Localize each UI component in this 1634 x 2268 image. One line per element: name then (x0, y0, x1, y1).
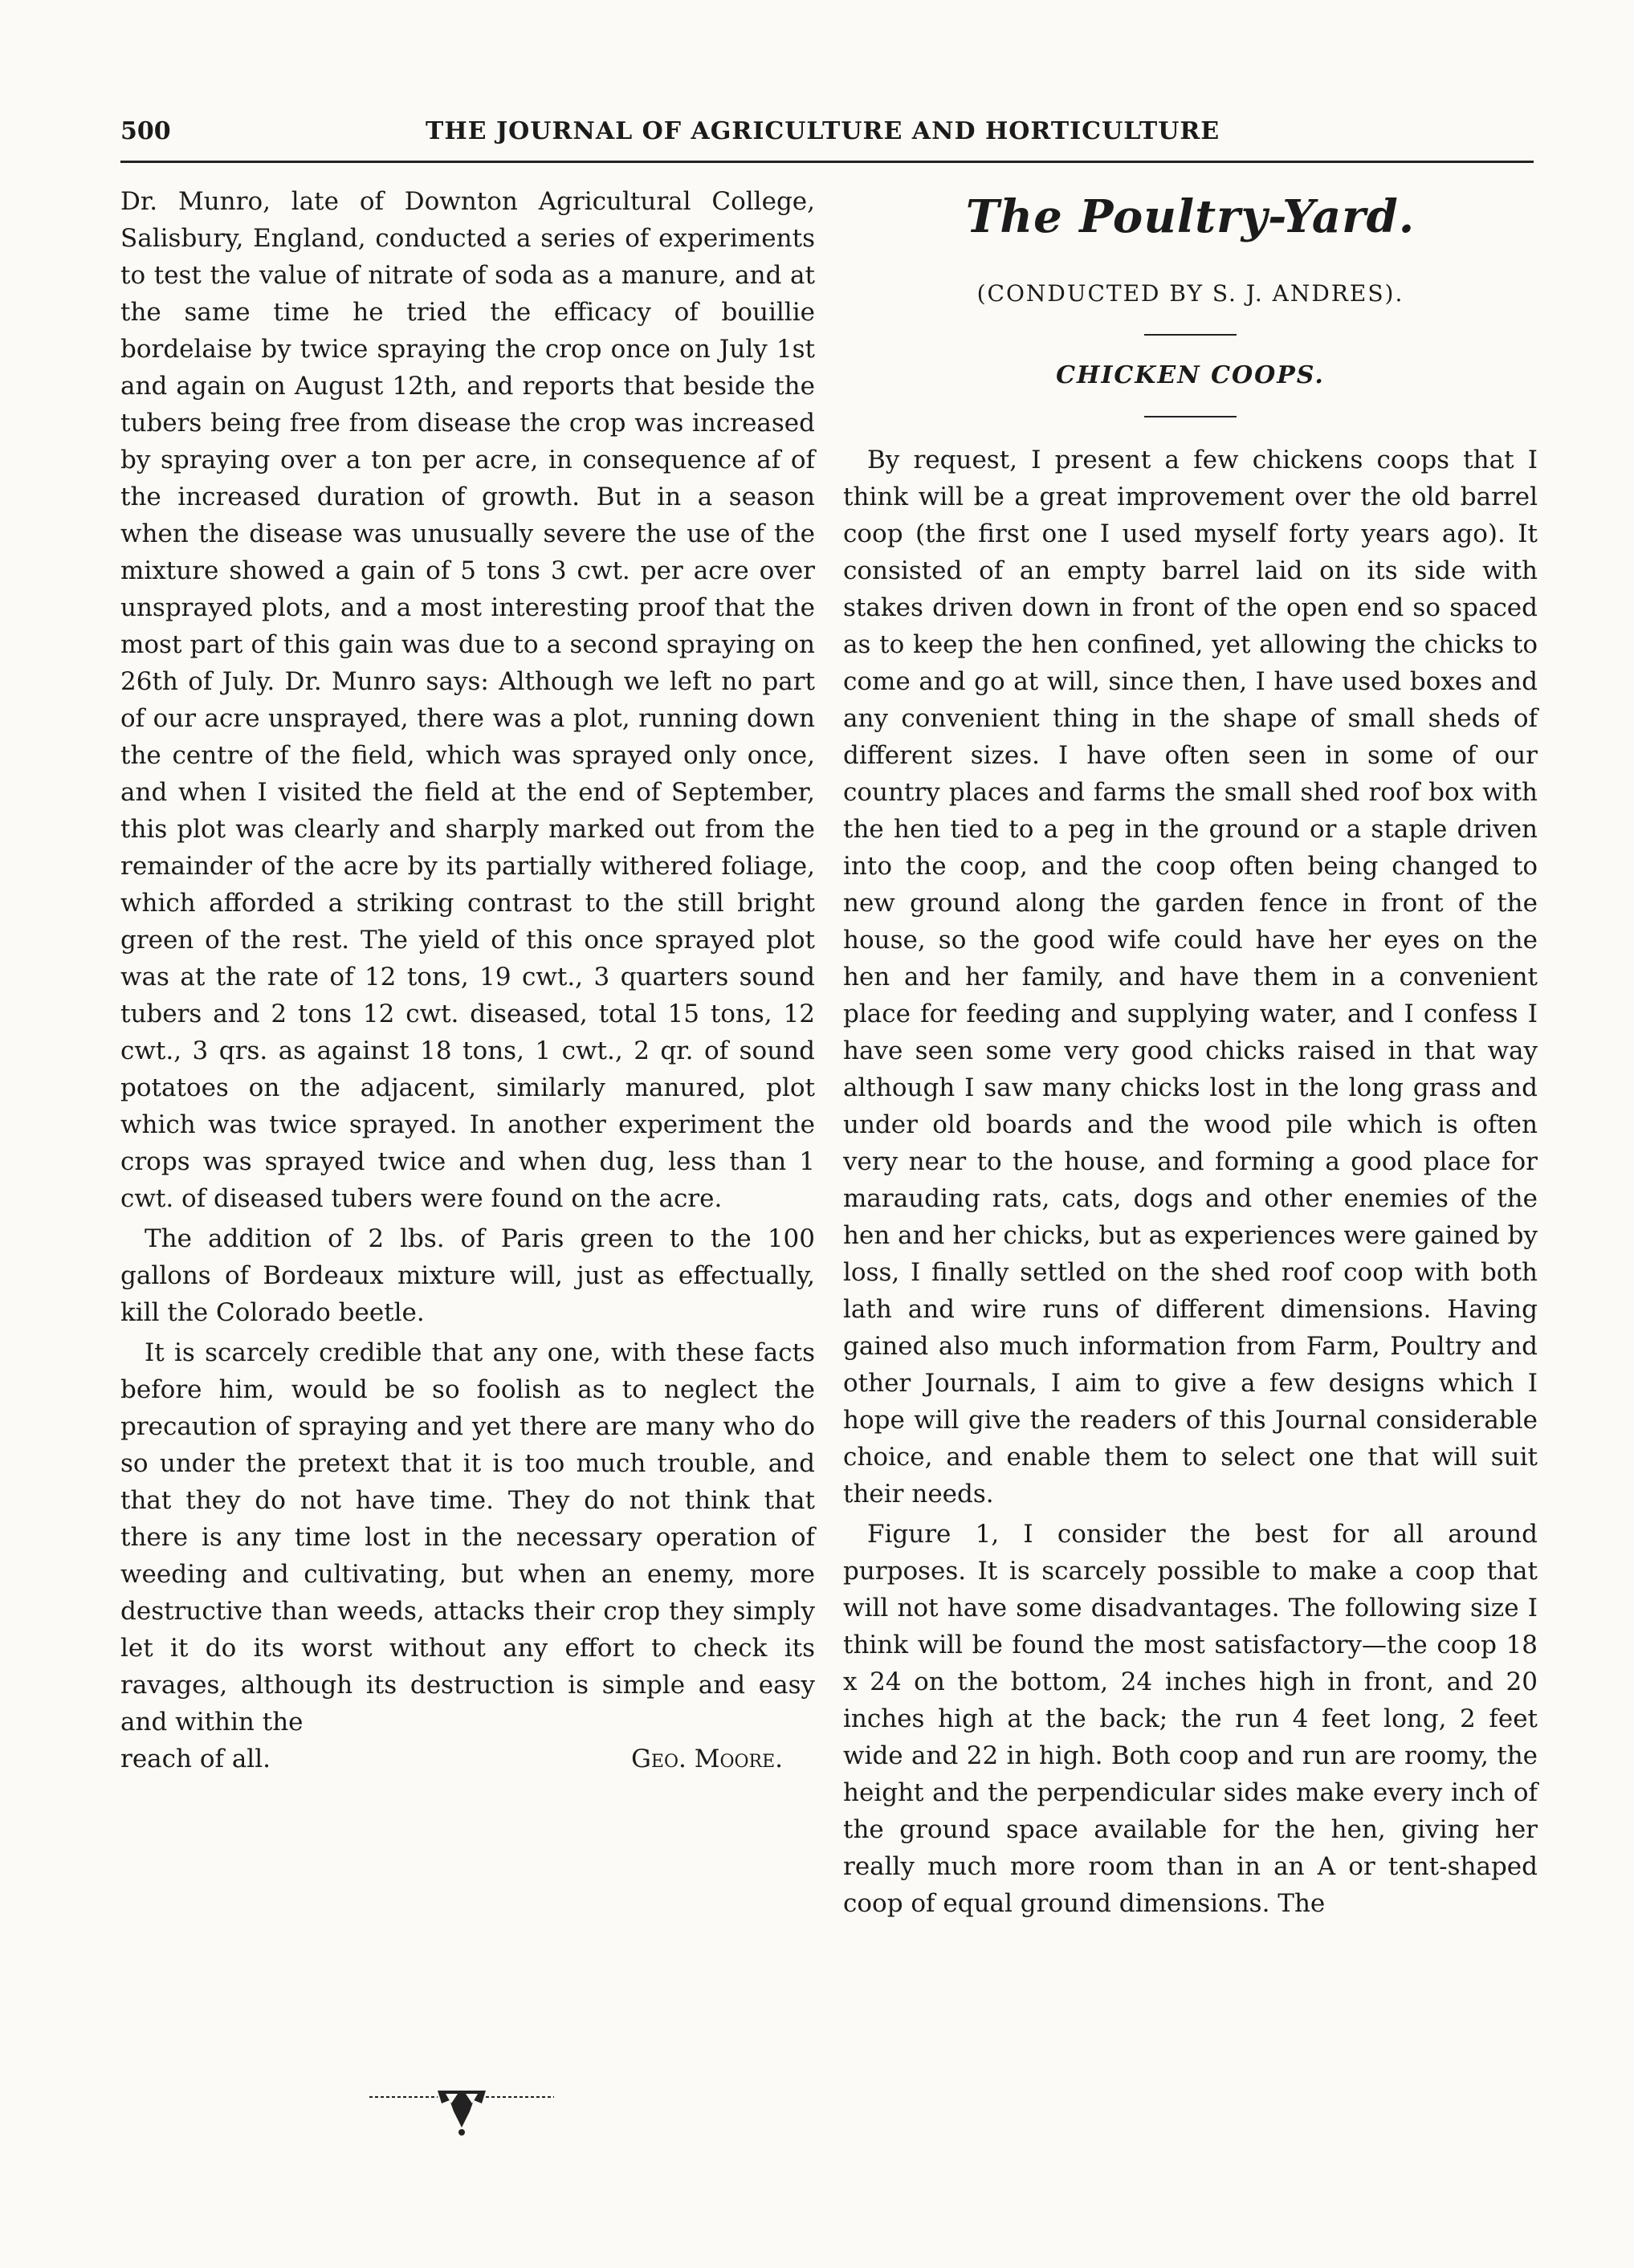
closing-line (120, 1741, 815, 1777)
right-column (843, 183, 1538, 1922)
paragraph-paris-green: The addition of 2 lbs. of Paris green to the 100 gallons of Bordeaux mixture will, just as effectually, kill the Colorado beetle. (120, 1224, 815, 1327)
paragraph-figure-1: Figure 1, I consider the best for all around purposes. It is scarcely possible to make a coop that will not have some disadvantages. The following size I think will be found the most satisfactory—the coop 18 x 24 on the bottom, 24 inches high in front, and 20 inches high at the back; the run 4 feet long, 2 feet wide and 22 in high. Both coop and run are roomy, the height and the perpendicular sides make every inch of the ground space available for the hen, giving her really much more room than in an A or tent-shaped coop of equal ground dimensions. The (843, 1520, 1538, 1918)
header-rule (120, 161, 1534, 163)
printers-ornament-icon (361, 2079, 562, 2144)
author-signature: Geo. Moore. (631, 1745, 783, 1773)
page-number: 500 (120, 117, 171, 145)
section-title: The Poultry-Yard. (965, 190, 1416, 243)
page-header (120, 111, 1534, 159)
paragraph-barrel-coop: By request, I present a few chickens coops that I think will be a great improvement over the old barrel coop (the first one I used myself forty years ago). It consisted of an empty barrel laid on its side with stakes driven down in front of the open end so spaced as to keep the hen confined, yet allowing the chicks to come and go at will, since then, I have used boxes and any convenient thing in the shape of small sheds of different sizes. I have often seen in some of our country places and farms the small shed roof box with the hen tied to a peg in the ground or a staple driven into the coop, and the coop often being changed to new ground along the garden fence in front of the house, so the good wife could have her eyes on the hen and her family, and have them in a convenient place for feeding and supplying water, and I confess I have seen some very good chicks raised in that way although I saw many chicks lost in the long grass and under old boards and the wood pile which is often very near to the house, and forming a good place for marauding rats, cats, dogs and other enemies of the hen and her chicks, but as experiences were gained by loss, I finally settled on the shed roof coop with both lath and wire runs of different dimensions. Having gained also much information from Farm, Poultry and other Journals, I aim to give a few designs which I hope will give the readers of this Journal considerable choice, and enable them to select one that will suit their needs. (843, 446, 1538, 1509)
divider-rule (1144, 416, 1237, 417)
article-body (843, 442, 1538, 1922)
closing-text: reach of all. (120, 1745, 271, 1773)
running-head: THE JOURNAL OF AGRICULTURE AND HORTICULTURE (426, 117, 1220, 145)
article-subheading: CHICKEN COOPS. (1056, 361, 1325, 389)
paragraph-spraying-neglect: It is scarcely credible that any one, with these facts before him, would be so foolish as to neglect the precaution of spraying and yet there are many who do so under the pretext that it is too much trouble, and that they do not have time. They do not think that there is any time lost in the necessary operation of weeding and cultivating, but when an enemy, more destructive than weeds, attacks their crop they simply let it do its worst without any effort to check its ravages, although its destruction is simple and easy and within the (120, 1338, 815, 1737)
conductor-line: (CONDUCTED BY S. J. ANDRES). (976, 280, 1404, 307)
paragraph-munro: Dr. Munro, late of Downton Agricultural College, Salisbury, England, conducted a series of experiments to test the value of nitrate of soda as a manure, and at the same time he tried the efficacy of bouillie bordelaise by twice spraying the crop once on July 1st and again on August 12th, and reports that beside the tubers being free from disease the crop was increased by spraying over a ton per acre, in consequence af of the increased duration of growth. But in a season when the disease was unusually severe the use of the mixture showed a gain of 5 tons 3 cwt. per acre over unsprayed plots, and a most interesting proof that the most part of this gain was due to a second spraying on 26th of July. Dr. Munro says: Although we left no part of our acre unsprayed, there was a plot, running down the centre of the field, which was sprayed only once, and when I visited the field at the end of September, this plot was clearly and sharply marked out from the remainder of the acre by its partially withered foliage, which afforded a striking contrast to the still bright green of the rest. The yield of this once sprayed plot was at the rate of 12 tons, 19 cwt., 3 quarters sound tubers and 2 tons 12 cwt. diseased, total 15 tons, 12 cwt., 3 qrs. as against 18 tons, 1 cwt., 2 qr. of sound potatoes on the adjacent, similarly manured, plot which was twice sprayed. In another experiment the crops was sprayed twice and when dug, less than 1 cwt. of diseased tubers were found on the acre. (120, 187, 815, 1213)
divider-rule (1144, 334, 1237, 336)
left-column (120, 183, 815, 1777)
